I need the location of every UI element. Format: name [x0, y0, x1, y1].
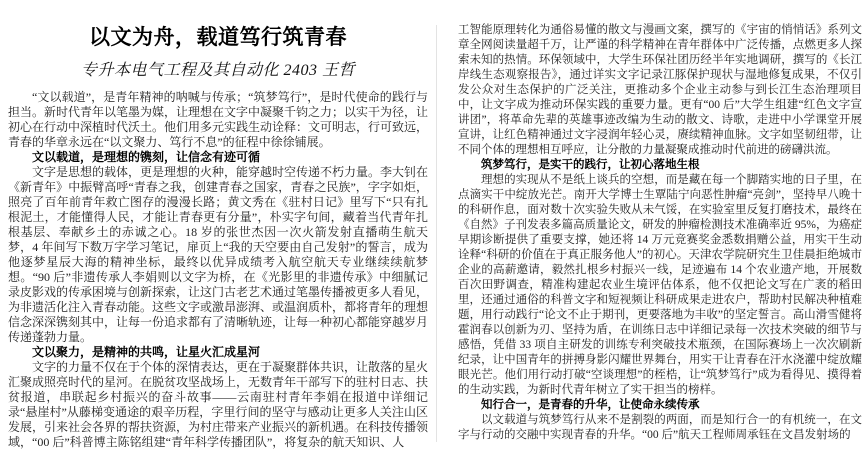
body-paragraph: 文字是思想的载体，更是理想的火种，能穿越时空传递不朽力量。李大钊在《新青年》中振臂高呼“青春之我，创建青春之国家，青春之民族”，字字如炬，照亮了百年前青年救亡图存的漫漫长路；黄文秀在《驻村日记》里写下“只有扎根泥土，才能懂得人民，才能让青春更有分量”，朴实字句间，藏着当代青年扎根基层、奉献乡土的赤诚之心。18 岁的张世杰因一次火箭发射直播萌生航天梦，4 年间写下数万字学习笔记，扉页上“我的天空要由自己发射”的誓言，成为他逐梦星辰大海的精神坐标，最终以优异成绩考入航空航天专业继续续航梦想。“90 后”非遗传承人李娟则以文字为桥，在《光影里的非遗传承》中细腻记录皮影戏的传承困境与创新探索，让这门古老艺术通过笔墨传播被更多人看见，为非遗活化注入青春动能。这些文字或激昂澎湃、或温润质朴，都将青年的理想信念深深镌刻其中，让每一份追求都有了清晰轨迹，让每一种初心都能穿越岁月传递蓬勃力量。	[8, 165, 429, 344]
document-title: 以文为舟，载道笃行筑青春	[89, 26, 347, 49]
section-heading: 筑梦笃行，是实干的践行，让初心落地生根	[481, 159, 700, 171]
left-page-text	[8, 90, 428, 450]
body-paragraph: “文以载道”，是青年精神的呐喊与传承；“筑梦笃行”，是时代使命的践行与担当。新时代青年以笔墨为媒，让理想在文字中凝聚千钧之力；以实干为径，让初心在行动中深植时代沃土。他们用多元实践生动诠释：文可明志，行可致远，青春的华章永远在“以文聚力、笃行不息”的征程中徐徐铺展。	[8, 90, 429, 149]
author-byline: 专升本电气工程及其自动化 2403 王哲	[80, 62, 355, 79]
body-paragraph: 理想的实现从不是纸上谈兵的空想，而是藏在每一个脚踏实地的日子里，在点滴实干中绽放光芒。南开大学博士生覃陆宁向恶性肿瘤“亮剑”，坚持早八晚十的科研作息，面对数十次实验失败从未气馁，在实验室里反复打磨技术，最终在《自然》子刊发表多篇高质量论文，研发的肿瘤检测技术准确率近 95%，为癌症早期诊断提供了重要支撑，她还将 14 万元竞赛奖金悉数捐赠公益，用实干生动诠释“科研的价值在于真正服务他人”的初心。天津农学院研究生卫佳晨拒绝城市企业的高薪邀请，毅然扎根乡村振兴一线，足迹遍布 14 个农业遗产地，开展数百次田野调查，精准构建起农业生境评估体系，他不仅把论文写在广袤的稻田里，还通过通俗的科普文字和短视频让科研成果走进农户，帮助村民解决种植难题，用行动践行“论文不止于期刊，更要落地为丰收”的坚定誓言。高山滑雪健将霍润春以创新为刃、坚持为盾，在训练日志中详细记录每一次技术突破的细节与感悟，凭借 33 项自主研发的训练专利突破技术瓶颈，在国际赛场上一次次刷新纪录，让中国青年的拼搏身影闪耀世界舞台，用实干让青春在汗水浇灌中绽放耀眼光芒。他们用行动打破“空谈理想”的桎梏，让“筑梦笃行”成为看得见、摸得着的生动实践，为新时代青年树立了实干担当的榜样。	[458, 174, 862, 396]
section-heading: 知行合一，是青春的升华，让使命永续传承	[481, 399, 700, 411]
right-page-text	[458, 23, 862, 443]
page-right	[437, 0, 866, 469]
body-paragraph: 工智能原理转化为通俗易懂的散文与漫画文案，撰写的《宇宙的悄悄话》系列文章全网阅读量超千万，让严谨的科学精神在青年群体中广泛传播，点燃更多人探索未知的热情。环保领域中，大学生环保社团历经半年实地调研，撰写的《长江岸线生态观察报告》，通过详实文字记录江豚保护现状与湿地修复成果，不仅引发公众对生态保护的广泛关注，更推动多个企业主动参与到长江生态治理项目中，让文字成为推动环保实践的重要力量。更有“00 后”大学生组建“红色文字宣讲团”，将革命先辈的英雄事迹改编为生动的散文、诗歌，走进中小学课堂开展宣讲，让红色精神通过文字浸润年轻心灵，赓续精神血脉。文字如坚韧纽带，让不同个体的理想相互呼应，让分散的力量凝聚成推动时代前进的磅礴洪流。	[458, 24, 862, 156]
section-heading: 文以载道，是理想的镌刻，让信念有迹可循	[32, 150, 261, 164]
body-paragraph: 文字的力量不仅在于个体的深情表达，更在于凝聚群体共识，让散落的星火汇聚成照亮时代的星河。在脱贫攻坚战场上，无数青年干部写下的驻村日志、扶贫报道，串联起乡村振兴的奋斗故事——云南驻村青年李娟在报道中详细记录“悬崖村”从藤梯变通途的艰辛历程，字里行间的坚守与感动让更多人关注山区发展，引来社会各界的帮扶资源，为村庄带来产业振兴的新机遇。在科技传播领域，“00 后”科普博主陈铭组建“青年科学传播团队”，将复杂的航天知识、人	[8, 360, 429, 449]
section-heading: 文以聚力，是精神的共鸣，让星火汇成星河	[32, 345, 261, 359]
body-paragraph: 以文载道与筑梦笃行从来不是割裂的两面，而是知行合一的有机统一，在文字与行动的交融中实现青春的升华。“00 后”航天工程师周承钰在文昌发射场的	[458, 414, 862, 441]
